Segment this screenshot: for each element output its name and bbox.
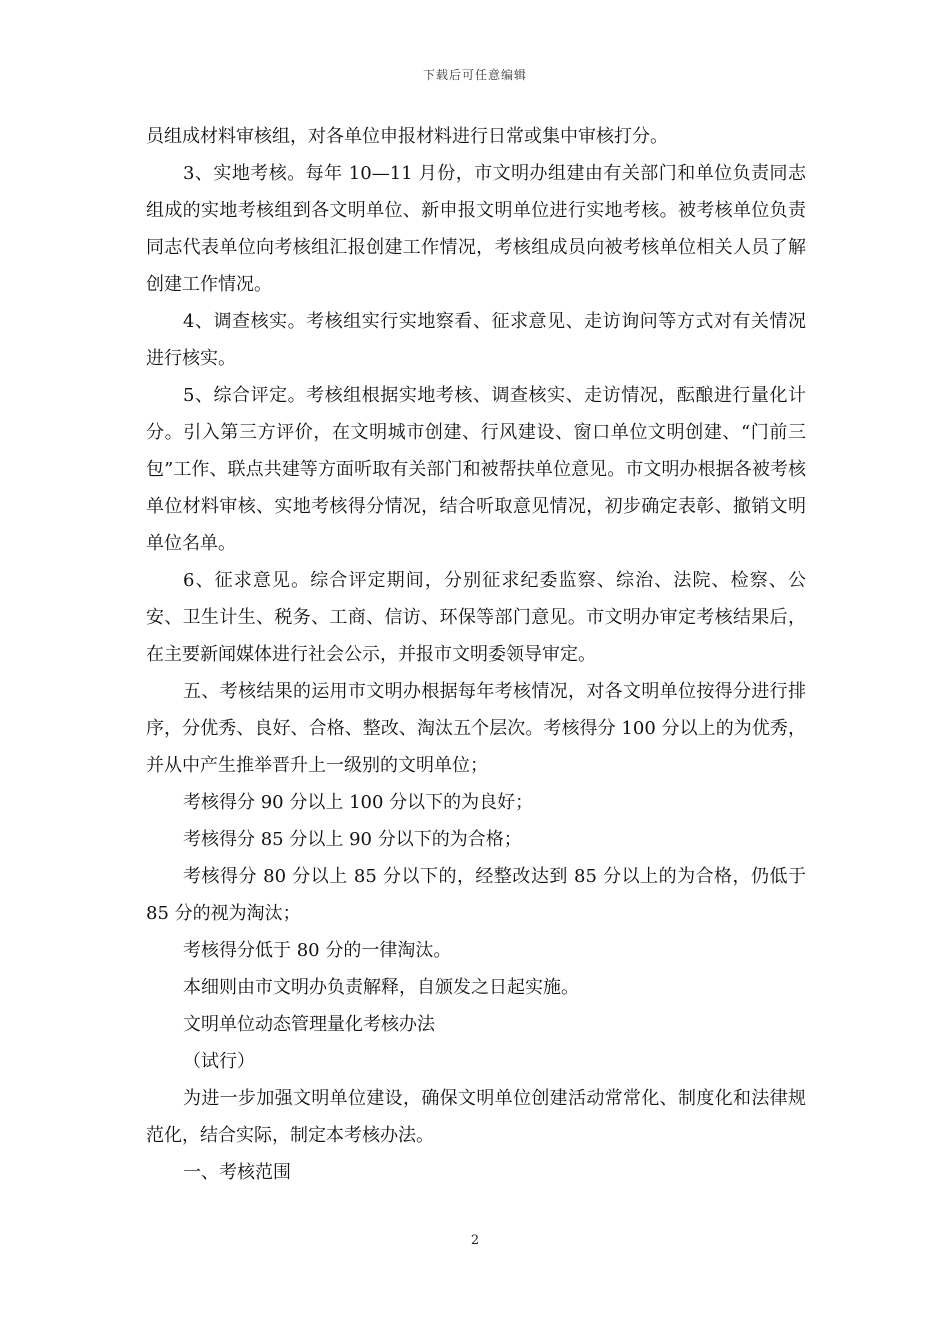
document-body xyxy=(146,118,806,1191)
paragraph: 本细则由市文明办负责解释，自颁发之日起实施。 xyxy=(183,977,579,998)
paragraph: 3、实地考核。每年 10—11 月份，市文明办组建由有关部门和单位负责同志组成的实地考核组到各文明单位、新申报文明单位进行实地考核。被考核单位负责同志代表单位向考核组汇报创建工作情况，考核组成员向被考核单位相关人员了解创建工作情况。 xyxy=(146,163,806,295)
section-subtitle: （试行） xyxy=(183,1051,255,1072)
paragraph: 考核得分低于 80 分的一律淘汰。 xyxy=(183,940,452,961)
paragraph: 考核得分 85 分以上 90 分以下的为合格； xyxy=(183,829,522,850)
paragraph: 考核得分 80 分以上 85 分以下的，经整改达到 85 分以上的为合格，仍低于 85 分的视为淘汰； xyxy=(146,866,806,924)
section-heading: 一、考核范围 xyxy=(183,1162,291,1183)
paragraph: 五、考核结果的运用市文明办根据每年考核情况，对各文明单位按得分进行排序，分优秀、良好、合格、整改、淘汰五个层次。考核得分 100 分以上的为优秀，并从中产生推举晋升上一级别的文明单位； xyxy=(146,681,806,776)
paragraph: 员组成材料审核组，对各单位申报材料进行日常或集中审核打分。 xyxy=(146,126,668,147)
page-header: 下载后可任意编辑 xyxy=(422,68,527,82)
section-title: 文明单位动态管理量化考核办法 xyxy=(183,1014,435,1035)
page-number: 2 xyxy=(470,1233,480,1248)
paragraph: 4、调查核实。考核组实行实地察看、征求意见、走访询问等方式对有关情况进行核实。 xyxy=(146,311,806,369)
paragraph: 考核得分 90 分以上 100 分以下的为良好； xyxy=(183,792,534,813)
paragraph: 5、综合评定。考核组根据实地考核、调查核实、走访情况，酝酿进行量化计分。引入第三方评价，在文明城市创建、行风建设、窗口单位文明创建、“门前三包”工作、联点共建等方面听取有关部门和被帮扶单位意见。市文明办根据各被考核单位材料审核、实地考核得分情况，结合听取意见情况，初步确定表彰、撤销文明单位名单。 xyxy=(146,385,806,554)
paragraph: 为进一步加强文明单位建设，确保文明单位创建活动常常化、制度化和法律规范化，结合实际，制定本考核办法。 xyxy=(146,1088,806,1146)
paragraph: 6、征求意见。综合评定期间，分别征求纪委监察、综治、法院、检察、公安、卫生计生、税务、工商、信访、环保等部门意见。市文明办审定考核结果后，在主要新闻媒体进行社会公示，并报市文明委领导审定。 xyxy=(146,570,806,665)
